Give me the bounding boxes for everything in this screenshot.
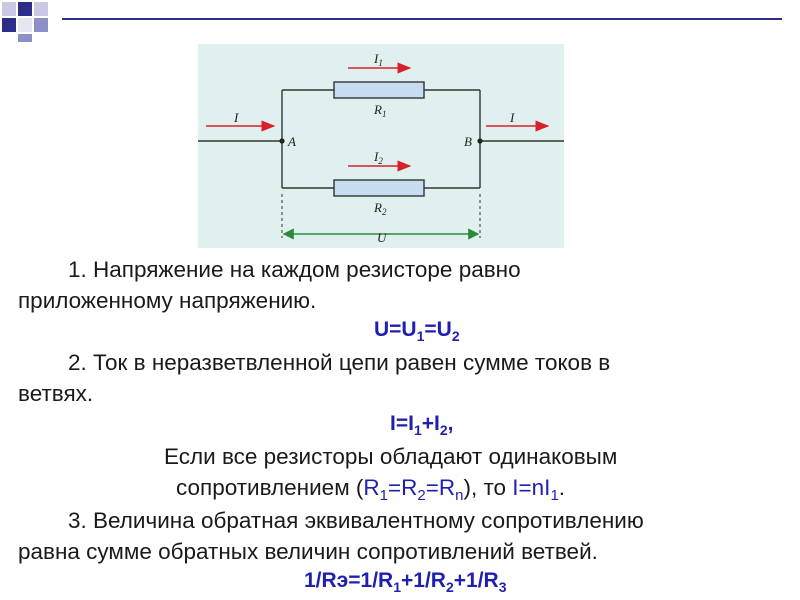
statement-3-line-1: 3. Величина обратная эквивалентному сопротивлению (68, 508, 644, 533)
label-i-in: I (234, 110, 239, 125)
decor-square (18, 2, 32, 16)
formula-voltage: $U=U_1=U_2$ (374, 318, 460, 344)
statement-1-line-2: приложенному напряжению. (18, 288, 317, 313)
statement-2-line-1: 2. Ток в неразветвленной цепи равен сумме токов в (68, 350, 611, 375)
label-r1: $R_1$ (374, 102, 387, 119)
label-i-out: I (510, 110, 515, 125)
label-i2: $I_2$ (374, 149, 383, 166)
formula-current: $I=I_1+I_2$, (390, 412, 454, 438)
decor-square (2, 18, 16, 32)
decor-square (34, 18, 48, 32)
header-rule (62, 18, 782, 20)
formula-resistance: $1/Rэ=1/R_1+1/R_2+1/R_3$ (304, 569, 507, 595)
label-node-b: B (464, 134, 472, 149)
equal-resistors-line-2: сопротивлением $(R_1=R_2=R_n)$, то $I=nI_1$. (176, 475, 566, 504)
decor-square (34, 2, 48, 16)
circuit-svg (198, 44, 564, 248)
node-b-dot (477, 138, 482, 143)
decor-square (18, 18, 32, 32)
statement-3-line-2: равна сумме обратных величин сопротивлений ветвей. (18, 539, 598, 564)
current-multiple: $I=nI_1$ (512, 475, 559, 504)
equal-resistors-line-1: Если все резисторы обладают одинаковым (164, 444, 618, 469)
resistor-r1 (334, 82, 424, 98)
label-node-a: A (288, 134, 296, 149)
decor-square (2, 2, 16, 16)
statement-1-line-1: 1. Напряжение на каждом резисторе равно (68, 257, 521, 282)
resistor-r2 (334, 180, 424, 196)
decor-square (18, 34, 32, 42)
parallel-circuit-diagram (198, 44, 564, 248)
resistors-equality: $R_1=R_2=R_n$ (363, 475, 464, 504)
label-u: U (377, 230, 387, 245)
statement-2-line-2: ветвях. (18, 381, 94, 406)
label-i1: $I_1$ (374, 51, 383, 68)
label-r2: $R_2$ (374, 200, 387, 217)
node-a-dot (279, 138, 284, 143)
corner-decoration (0, 0, 800, 44)
